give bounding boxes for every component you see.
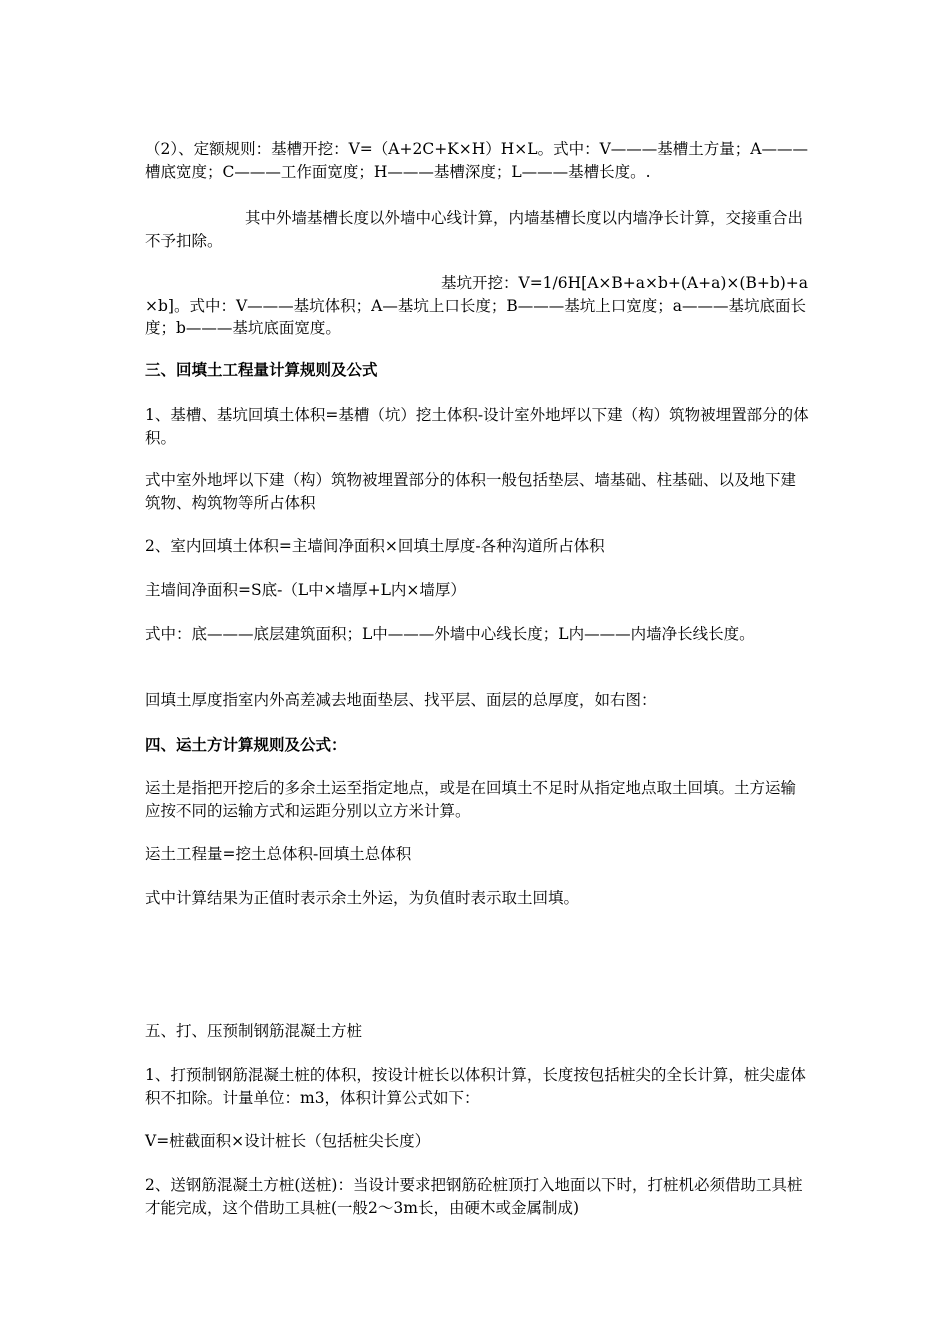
- trench-length-paragraph: 其中外墙基槽长度以外墙中心线计算，内墙基槽长度以内墙净长计算，交接重合出不予扣除。: [145, 209, 804, 250]
- backfill-volume-paragraph: 1、基槽、基坑回填土体积=基槽（坑）挖土体积-设计室外地坪以下建（构）筑物被埋置部分的体积。: [145, 406, 809, 447]
- section-3-heading: 三、回填土工程量计算规则及公式: [145, 361, 378, 379]
- pile-sending-paragraph: 2、送钢筋混凝土方桩(送桩)：当设计要求把钢筋砼桩顶打入地面以下时，打桩机必须借助工具桩才能完成，这个借助工具桩(一般2～3m长，由硬木或金属制成): [145, 1176, 803, 1217]
- formula-pit-paragraph: 基坑开挖：V=1/6H[A×B+a×b+(A+a)×(B+b)+a×b]。式中：V———基坑体积；A—基坑上口长度；B———基坑上口宽度；a———基坑底面长度；b———基坑底面宽度。: [145, 274, 809, 337]
- section-4-heading: 四、运土方计算规则及公式：: [145, 736, 347, 754]
- transport-formula-paragraph: 运土工程量=挖土总体积-回填土总体积: [145, 845, 412, 863]
- net-area-paragraph: 主墙间净面积=S底-（L中×墙厚+L内×墙厚）: [145, 581, 466, 599]
- pile-volume-paragraph: 1、打预制钢筋混凝土桩的体积，按设计桩长以体积计算，长度按包括桩尖的全长计算，桩尖虚体积不扣除。计量单位：m3，体积计算公式如下：: [145, 1066, 806, 1107]
- definitions-paragraph: 式中：底———底层建筑面积；L中———外墙中心线长度；L内———内墙净长线长度。: [145, 625, 755, 643]
- formula-trench-paragraph: （2）、定额规则：基槽开挖：V=（A+2C+K×H）H×L。式中：V———基槽土方量；A———槽底宽度；C———工作面宽度；H———基槽深度；L———基槽长度。.: [145, 140, 808, 181]
- buried-volume-paragraph: 式中室外地坪以下建（构）筑物被埋置部分的体积一般包括垫层、墙基础、柱基础、以及地下建筑物、构筑物等所占体积: [145, 471, 797, 512]
- backfill-thickness-paragraph: 回填土厚度指室内外高差减去地面垫层、找平层、面层的总厚度，如右图：: [145, 691, 657, 709]
- section-5-heading: 五、打、压预制钢筋混凝土方桩: [145, 1022, 363, 1040]
- earth-transport-paragraph: 运土是指把开挖后的多余土运至指定地点，或是在回填土不足时从指定地点取土回填。土方运输应按不同的运输方式和运距分别以立方米计算。: [145, 779, 797, 820]
- indoor-backfill-paragraph: 2、室内回填土体积=主墙间净面积×回填土厚度-各种沟道所占体积: [145, 537, 605, 555]
- transport-result-paragraph: 式中计算结果为正值时表示余土外运，为负值时表示取土回填。: [145, 889, 580, 907]
- pile-formula-paragraph: V=桩截面积×设计桩长（包括桩尖长度）: [145, 1132, 431, 1150]
